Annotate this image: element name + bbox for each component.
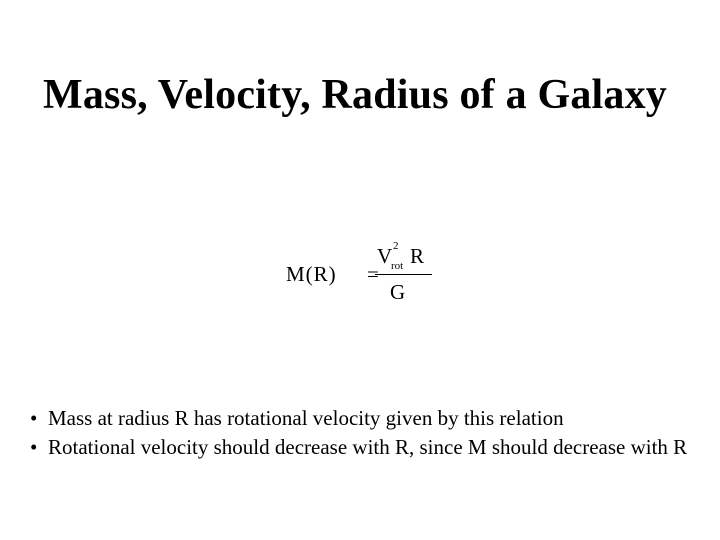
numerator-velocity: V — [377, 244, 393, 268]
equation-denominator: G — [390, 280, 406, 304]
bullet-item — [30, 404, 710, 433]
numerator-radius: R — [410, 244, 425, 268]
bullet-list — [30, 404, 710, 462]
slide-title: Mass, Velocity, Radius of a Galaxy — [42, 72, 668, 118]
bullet-text: Rotational velocity should decrease with R, since M should decrease with R — [48, 435, 688, 459]
mass-equation — [286, 240, 446, 310]
bullet-text: Mass at radius R has rotational velocity given by this relation — [48, 406, 564, 430]
numerator-superscript: 2 — [393, 240, 399, 252]
equation-equals: = — [367, 262, 379, 286]
equation-lhs: M(R) — [286, 262, 337, 286]
bullet-item — [30, 433, 710, 462]
bullet-marker: • — [30, 435, 38, 459]
equation-numerator — [377, 240, 431, 270]
numerator-subscript: rot — [391, 260, 404, 272]
fraction-bar — [375, 274, 432, 275]
bullet-marker: • — [30, 406, 38, 430]
